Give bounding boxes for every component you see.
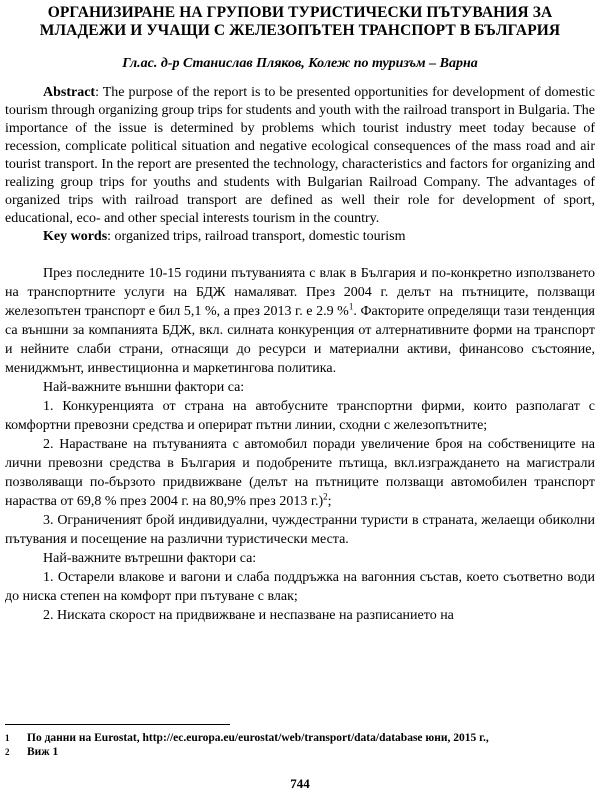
internal-factor-2: 2. Ниската скорост на придвижване и неспазване на разписанието на: [43, 608, 454, 623]
abstract-paragraph: [5, 84, 595, 228]
footnote-divider: [5, 724, 230, 725]
internal-factors-heading: Най-важните вътрешни фактори са:: [43, 551, 257, 566]
keywords-label: Key words: [43, 229, 108, 244]
footnote-ref-2[interactable]: 2: [323, 491, 328, 502]
internal-factor-1: 1. Остарели влакове и вагони и слаба поддръжка на вагонния състав, което съответно води до ниска степен на комфорт при пътуване с влак;: [5, 570, 595, 604]
external-factor-2: [5, 435, 595, 511]
keywords-paragraph: [5, 228, 595, 246]
title-line-2: МЛАДЕЖИ И УЧАЩИ С ЖЕЛЕЗОПЪТЕН ТРАНСПОРТ В БЪЛГАРИЯ: [39, 22, 561, 39]
body-paragraph-1: [5, 264, 595, 378]
para1-text-after: . Факторите определящи тази тенденция са външни за компанията БДЖ, вкл. силната конкуренция от алтернативните форми на транспорт и нейните слаби страни, отнасящи до ресурси и материални активи, финансово състояние, мениджмънт, инвестиционна и маркетингова политика.: [5, 304, 595, 376]
ext2-text-after: ;: [327, 494, 332, 509]
footnote-2: [5, 745, 595, 759]
external-factors-heading: Най-важните външни фактори са:: [43, 380, 245, 395]
author-line: Гл.ас. д-р Станислав Пляков, Колеж по туризъм – Варна: [122, 56, 478, 71]
footnote-1: [5, 731, 595, 745]
ext2-text-before: 2. Нарастване на пътуванията с автомобил поради увеличение броя на собствениците на лични превозни средства в България и подобрените пътища, вкл.изграждането на магистрали позволяващи по-бързото придвижване (делът на пътниците ползващи автомобилен транспорт нараства от 69,8 % през 2004 г. на 80,9% през 2013 г.): [5, 437, 595, 509]
paper-title: [5, 4, 595, 40]
external-factor-1: 1. Конкуренцията от страна на автобусните транспортни фирми, които разполагат с комфортни превозни средства и оперират пътни линии, сходни с железопътните;: [5, 399, 595, 433]
external-factor-3: 3. Ограниченият брой индивидуални, чуждестранни туристи в страната, желаещи обиколни пътувания и посещение на различни туристически места.: [5, 513, 595, 547]
page-number: 744: [290, 776, 310, 791]
title-line-1: ОРГАНИЗИРАНЕ НА ГРУПОВИ ТУРИСТИЧЕСКИ ПЪТУВАНИЯ ЗА: [47, 4, 553, 21]
footnotes: [5, 731, 595, 759]
footnote-1-mark: 1: [5, 733, 10, 743]
abstract-text: : The purpose of the report is to be presented opportunities for development of domestic tourism through organizing group trips for students and youth with the railroad transport in Bulgaria. The importance of the issue is determined by problems which tourist industry meet today because of recession, complicate political situation and negative ecological consequences of the mass road and air tourist transport. In the report are presented the technology, characteristics and factors for organizing and realizing group trips for youths and students with Bulgarian Railroad Company. The advantages of organized trips with railroad transport are defined as well their role for development of sport, educational, eco- and other special interests tourism in the country.: [5, 85, 595, 226]
footnote-2-mark: 2: [5, 747, 10, 757]
footnote-2-text: Виж 1: [27, 746, 59, 758]
para1-text-before: През последните 10-15 години пътуванията с влак в България и по-конкретно използването на транспортните услуги на БДЖ намаляват. През 2004 г. делът на пътниците, ползващи железопътен транспорт е бил 5,1 %, а през 2013 г. е 2.9 %: [5, 266, 595, 319]
keywords-text: : organized trips, railroad transport, domestic tourism: [107, 229, 406, 244]
footnote-ref-1[interactable]: 1: [348, 301, 354, 312]
footnote-1-text: По данни на Eurostat, http://ec.europa.eu/eurostat/web/transport/data/database юни, 2015 г.,: [27, 732, 489, 744]
abstract-label: Abstract: [43, 85, 96, 100]
